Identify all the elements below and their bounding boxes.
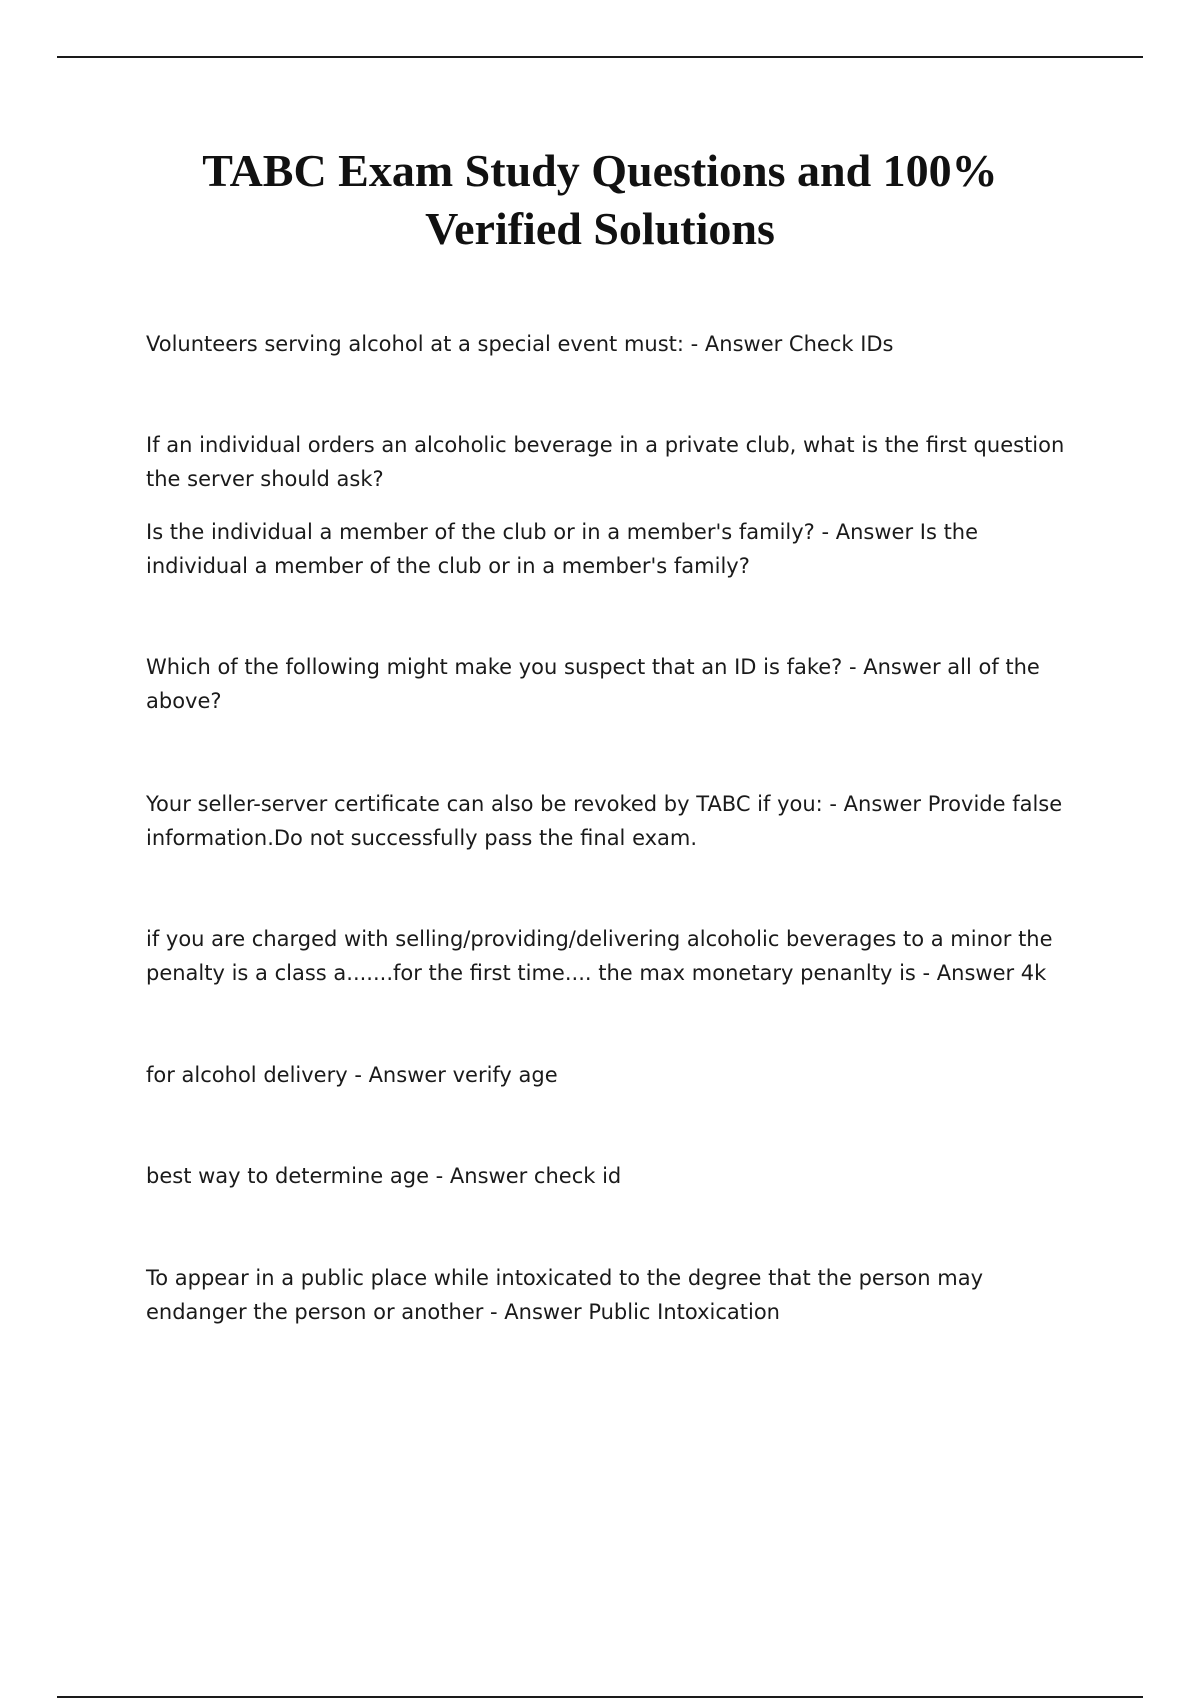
qa-item-private-club-answer: Is the individual a member of the club or in a member's family? - Answer Is the individual a member of the club or in a member's family? xyxy=(146,520,979,578)
bottom-divider xyxy=(57,1696,1143,1698)
qa-item-fake-id: Which of the following might make you suspect that an ID is fake? - Answer all of the above? xyxy=(146,655,1040,713)
qa-item-private-club-question: If an individual orders an alcoholic beverage in a private club, what is the first question the server should ask? xyxy=(146,433,1065,491)
title-line-1: TABC Exam Study Questions and 100% xyxy=(202,145,998,196)
qa-item-volunteers: Volunteers serving alcohol at a special event must: - Answer Check IDs xyxy=(146,332,894,356)
qa-item-determine-age: best way to determine age - Answer check id xyxy=(146,1164,622,1188)
document-title xyxy=(150,142,1050,258)
title-line-2: Verified Solutions xyxy=(425,203,775,254)
qa-item-certificate-revoked: Your seller-server certificate can also be revoked by TABC if you: - Answer Provide false information.Do not successfully pass the final exam. xyxy=(146,792,1063,850)
qa-item-alcohol-delivery: for alcohol delivery - Answer verify age xyxy=(146,1063,558,1087)
top-divider xyxy=(57,56,1143,58)
qa-item-minor-penalty: if you are charged with selling/providing/delivering alcoholic beverages to a minor the penalty is a class a.......for the first time.... the max monetary penanlty is - Answer 4k xyxy=(146,927,1053,985)
qa-item-public-intoxication: To appear in a public place while intoxicated to the degree that the person may endanger the person or another - Answer Public Intoxication xyxy=(146,1266,984,1324)
